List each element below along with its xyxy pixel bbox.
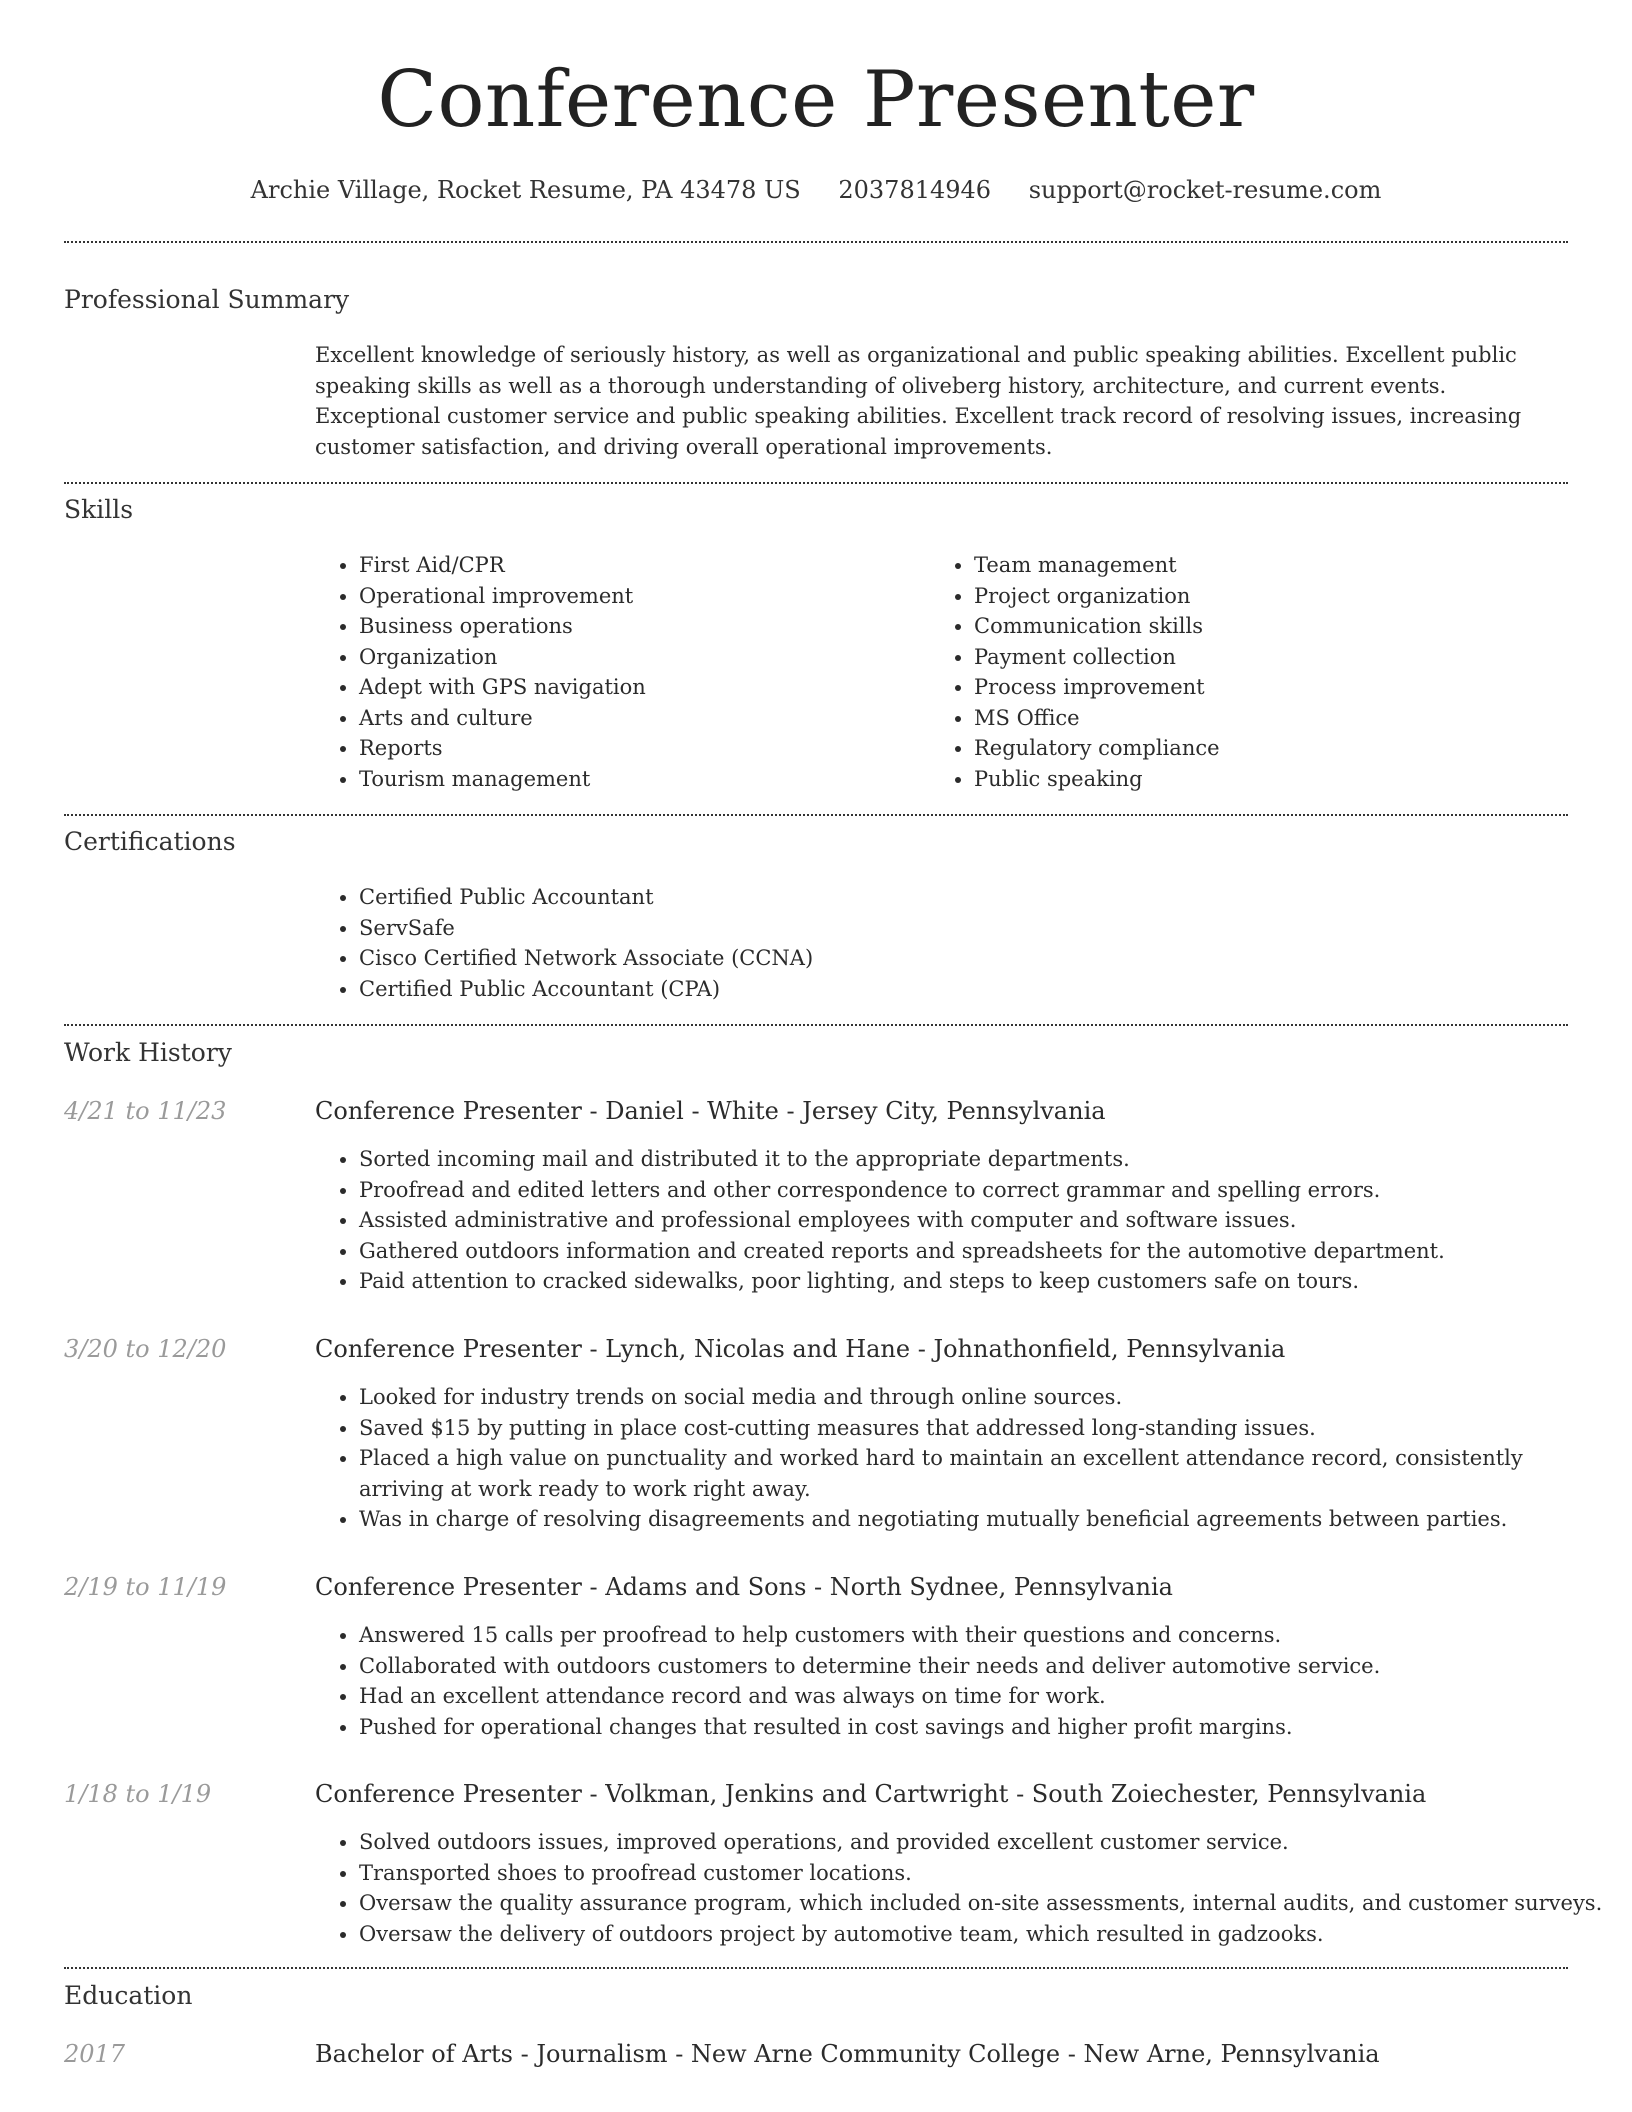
skill-item: • Tourism management (359, 764, 919, 795)
skill-item: • Operational improvement (359, 581, 919, 612)
contact-line (0, 170, 1632, 210)
skill-item: • Organization (359, 642, 919, 673)
job-bullet: • Answered 15 calls per proofread to help customers with their questions and concerns. (359, 1620, 1612, 1651)
skill-item: • Payment collection (974, 642, 1574, 673)
candidate-name: Conference Presenter (377, 55, 1255, 145)
section-divider (64, 1967, 1568, 1969)
job-bullet: • Proofread and edited letters and other correspondence to correct grammar and spelling errors. (359, 1175, 1612, 1206)
skill-item: • Communication skills (974, 611, 1574, 642)
certification-item: • Certified Public Accountant (CPA) (359, 974, 1612, 1005)
certification-item: • Certified Public Accountant (359, 882, 1612, 913)
job-bullet: • Sorted incoming mail and distributed it to the appropriate departments. (359, 1144, 1612, 1175)
job-dates: 2/19 to 11/19 (64, 1573, 227, 1601)
certification-item: • Cisco Certified Network Associate (CCNA) (359, 943, 1612, 974)
job-title: Conference Presenter - Lynch, Nicolas and Hane - Johnathonfield, Pennsylvania (315, 1335, 1286, 1363)
skill-item: • Project organization (974, 581, 1574, 612)
skill-item: • Process improvement (974, 672, 1574, 703)
job-bullets (315, 1144, 1612, 1297)
contact-address: Archie Village, Rocket Resume, PA 43478 US (250, 176, 801, 204)
contact-phone: 2037814946 (838, 176, 992, 204)
contact-email: support@rocket-resume.com (1028, 176, 1382, 204)
job-bullet: • Collaborated with outdoors customers to determine their needs and deliver automotive service. (359, 1651, 1612, 1682)
job-bullet: • Transported shoes to proofread customer locations. (359, 1858, 1612, 1889)
work-history-heading: Work History (64, 1038, 232, 1067)
job-bullet: • Had an excellent attendance record and was always on time for work. (359, 1681, 1612, 1712)
education-heading: Education (64, 1981, 193, 2010)
job-bullet: • Pushed for operational changes that resulted in cost savings and higher profit margins. (359, 1712, 1612, 1743)
skill-item: • Regulatory compliance (974, 733, 1574, 764)
education-degree: Bachelor of Arts - Journalism - New Arne Community College - New Arne, Pennsylvania (315, 2040, 1380, 2068)
job-bullet: • Solved outdoors issues, improved operations, and provided excellent customer service. (359, 1827, 1612, 1858)
job-title: Conference Presenter - Volkman, Jenkins and Cartwright - South Zoiechester, Pennsylvania (315, 1780, 1427, 1808)
skills-list-left (315, 550, 919, 794)
skill-item: • MS Office (974, 703, 1574, 734)
job-dates: 3/20 to 12/20 (64, 1335, 227, 1363)
skill-item: • Team management (974, 550, 1574, 581)
job-bullets (315, 1827, 1612, 1949)
summary-heading: Professional Summary (64, 285, 350, 314)
skill-item: • Reports (359, 733, 919, 764)
certification-item: • ServSafe (359, 913, 1612, 944)
skill-item: • First Aid/CPR (359, 550, 919, 581)
job-bullet: • Assisted administrative and professional employees with computer and software issues. (359, 1205, 1612, 1236)
section-divider (64, 814, 1568, 816)
job-bullet: • Oversaw the delivery of outdoors project by automotive team, which resulted in gadzooks. (359, 1919, 1612, 1950)
section-divider (64, 1024, 1568, 1026)
job-bullet: • Looked for industry trends on social media and through online sources. (359, 1382, 1612, 1413)
job-title: Conference Presenter - Adams and Sons - North Sydnee, Pennsylvania (315, 1573, 1173, 1601)
job-dates: 4/21 to 11/23 (64, 1097, 227, 1125)
summary-text: Excellent knowledge of seriously history, as well as organizational and public speaking abilities. Excellent public speaking skills as well as a thorough understanding of oliveberg history, architecture, and current events. Exceptional customer service and public speaking abilities. Excellent track record of resolving issues, increasing customer satisfaction, and driving overall operational improvements. (315, 343, 1522, 459)
skill-item: • Public speaking (974, 764, 1574, 795)
job-bullet: • Placed a high value on punctuality and worked hard to maintain an excellent attendance record, consistently arriving at work ready to work right away. (359, 1443, 1612, 1504)
job-bullet: • Paid attention to cracked sidewalks, poor lighting, and steps to keep customers safe on tours. (359, 1266, 1612, 1297)
skill-item: • Arts and culture (359, 703, 919, 734)
job-bullet: • Oversaw the quality assurance program, which included on-site assessments, internal audits, and customer surveys. (359, 1888, 1612, 1919)
job-dates: 1/18 to 1/19 (64, 1780, 212, 1808)
section-divider (64, 482, 1568, 484)
job-bullet: • Gathered outdoors information and created reports and spreadsheets for the automotive department. (359, 1236, 1612, 1267)
skill-item: • Adept with GPS navigation (359, 672, 919, 703)
job-bullets (315, 1382, 1612, 1535)
skills-list-right (930, 550, 1574, 794)
job-bullet: • Saved $15 by putting in place cost-cutting measures that addressed long-standing issues. (359, 1413, 1612, 1444)
job-bullet: • Was in charge of resolving disagreements and negotiating mutually beneficial agreements between parties. (359, 1504, 1612, 1535)
certifications-heading: Certifications (64, 827, 236, 856)
job-title: Conference Presenter - Daniel - White - Jersey City, Pennsylvania (315, 1097, 1106, 1125)
certifications-list (315, 882, 1612, 1004)
job-bullets (315, 1620, 1612, 1742)
skills-heading: Skills (64, 495, 134, 524)
education-year: 2017 (64, 2040, 126, 2068)
skill-item: • Business operations (359, 611, 919, 642)
section-divider (64, 241, 1568, 243)
